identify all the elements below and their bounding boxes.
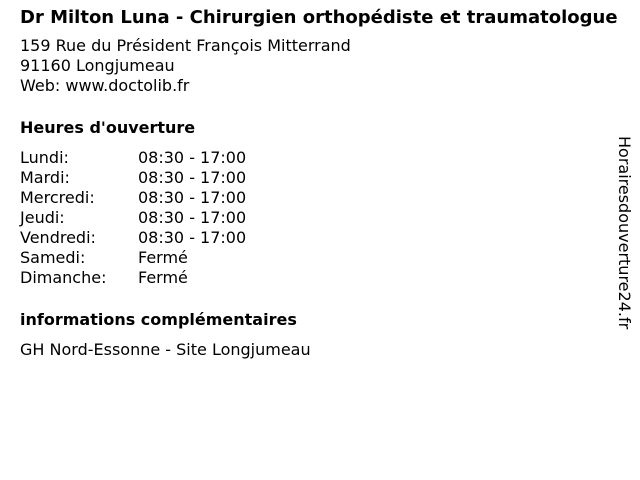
day-label: Dimanche: — [20, 268, 107, 287]
hours-row-wednesday — [20, 188, 620, 208]
street-address: 159 Rue du Président François Mitterrand — [20, 36, 351, 55]
info-text: GH Nord-Essonne - Site Longjumeau — [20, 340, 311, 359]
day-time: 08:30 - 17:00 — [138, 208, 247, 227]
day-time: 08:30 - 17:00 — [138, 188, 247, 207]
address-block — [20, 36, 620, 96]
day-time: Fermé — [138, 268, 188, 287]
hours-row-friday — [20, 228, 620, 248]
hours-row-monday — [20, 148, 620, 168]
website-link[interactable]: Web: www.doctolib.fr — [20, 76, 190, 95]
business-card — [20, 8, 620, 360]
day-time: 08:30 - 17:00 — [138, 168, 247, 187]
day-label: Lundi: — [20, 148, 69, 167]
hours-row-thursday — [20, 208, 620, 228]
hours-row-sunday — [20, 268, 620, 288]
page-title: Dr Milton Luna - Chirurgien orthopédiste et traumatologue — [20, 7, 618, 28]
day-label: Jeudi: — [20, 208, 65, 227]
day-label: Mardi: — [20, 168, 70, 187]
day-label: Mercredi: — [20, 188, 95, 207]
day-time: Fermé — [138, 248, 188, 267]
day-time: 08:30 - 17:00 — [138, 148, 247, 167]
day-label: Vendredi: — [20, 228, 96, 247]
info-heading: informations complémentaires — [20, 310, 297, 329]
city-postcode: 91160 Longjumeau — [20, 56, 175, 75]
hours-row-tuesday — [20, 168, 620, 188]
hours-row-saturday — [20, 248, 620, 268]
day-label: Samedi: — [20, 248, 86, 267]
hours-heading: Heures d'ouverture — [20, 118, 196, 137]
hours-table — [20, 148, 620, 288]
day-time: 08:30 - 17:00 — [138, 228, 247, 247]
site-watermark: Horairesdouverture24.fr — [615, 136, 634, 330]
